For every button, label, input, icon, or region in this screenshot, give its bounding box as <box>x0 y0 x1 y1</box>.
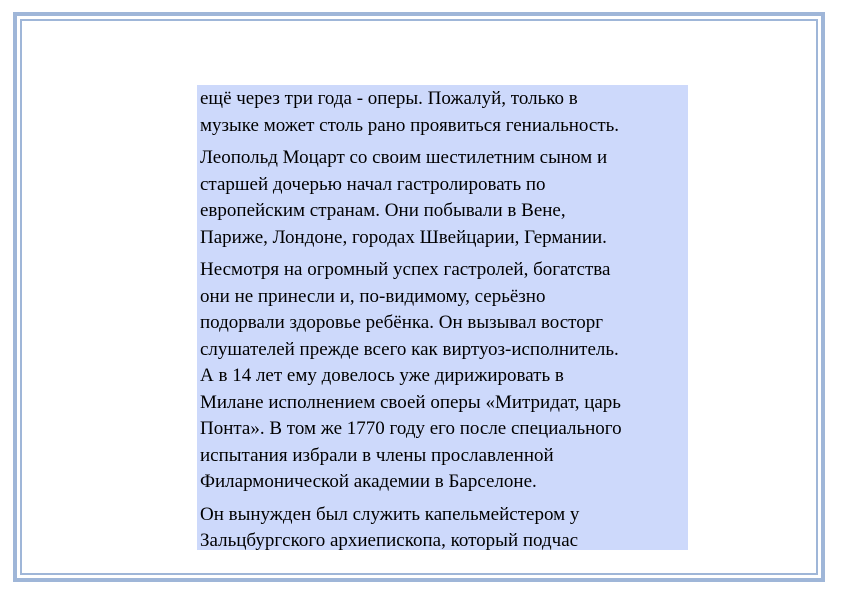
paragraph-2: Леопольд Моцарт со своим шестилетним сыном и старшей дочерью начал гастролировать по европейским странам. Они побывали в Вене, Париже, Лондоне, городах Швейцарии, Германии. <box>200 147 608 248</box>
paragraph-4: Он вынужден был служить капельмейстером у Зальцбургского архиепископа, который подчас <box>200 503 580 551</box>
paragraph-3: Несмотря на огромный успех гастролей, богатства они не принесли и, по-видимому, серьёзно подорвали здоровье ребёнка. Он вызывал восторг слушателей прежде всего как виртуоз-исполнитель. А в 14 лет ему довелось уже дирижировать в Милане исполнением своей оперы «Митридат, царь Понта». В том же 1770 году его после специального испытания избрали в члены прославленной Филармонической академии в Барселоне. <box>200 259 622 492</box>
paragraph-1: ещё через три года - оперы. Пожалуй, только в музыке может столь рано проявиться гениальность. <box>200 88 620 136</box>
text-block <box>197 85 688 550</box>
